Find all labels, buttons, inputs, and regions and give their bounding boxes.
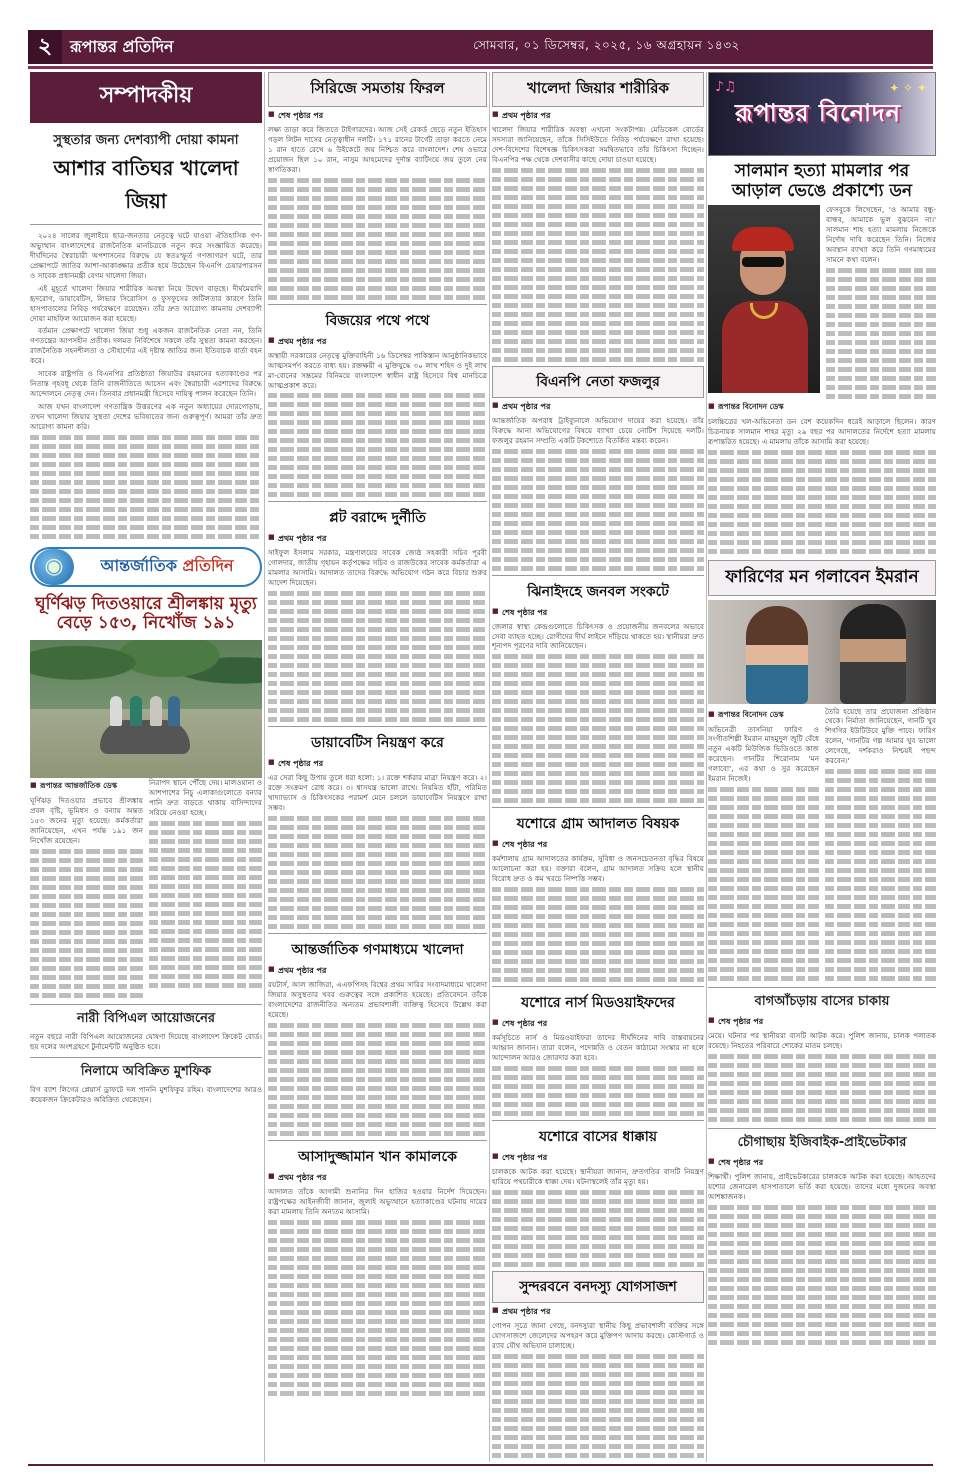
- article-headline: যশোরে বাসের ধাক্কায়: [492, 1120, 704, 1149]
- article-headline: সালমান হত্যা মামলার পর আড়াল ভেঙে প্রকাশ্যে ডন: [731, 161, 913, 201]
- editorial-headline: আশার বাতিঘর খালেদা জিয়া: [30, 154, 262, 225]
- article-body: চলচ্চিত্রের খল-অভিনেতা ডন বেশ কয়েকদিন ধরেই আড়ালে ছিলেন। কারণ চিত্রনায়ক সালমান শাহর মৃত্যু ২৯ বছর পর আদালতের নির্দেশে হত্যা মামলায় রূপান্তরিত হয়েছে। এ মামলায় তাঁকে আসামি করা হয়েছে।: [708, 416, 936, 446]
- text-filler: [492, 168, 704, 362]
- editorial-body: [30, 231, 262, 432]
- text-filler: [492, 887, 704, 982]
- masthead: [28, 30, 933, 64]
- article-headline: ফারিণের মন গলাবেন ইমরান: [708, 560, 936, 596]
- text-filler: [268, 816, 487, 929]
- paragraph: এই মুহূর্তে খালেদা জিয়ার শারীরিক অবস্থা নিয়ে উদ্বেগ বাড়ছে। দীর্ঘমেয়াদি হৃদরোগ, ডায়াবেটিস, লিভার সিরোসিস ও ফুসফুসের জটিলতার কারণে তিনি হাসপাতালের নিবিড় পর্যবেক্ষণে রয়েছেন। তাঁর দ্রুত আরোগ্য কামনায় দেশব্যাপী দোয়া মাহফিল আয়োজন করা হয়েছে।: [30, 283, 262, 323]
- article-body: এর সেরা কিছু উপায় তুলে ধরা হলো: ১। রক্তে শর্করার মাত্রা নিয়ন্ত্রণ করে। ২। রক্তে সংক্রমণ রোধ করে। ৩। শ্বাসযন্ত্র ভালো রাখে। নিয়মিত হাঁটা, পরিমিত খাদ্যাভ্যাস ও চিকিৎসকের পরামর্শ মেনে চললে ডায়াবেটিস নিয়ন্ত্রণে রাখা সম্ভব।: [268, 773, 487, 812]
- international-title: [74, 553, 260, 580]
- continuation-label: ■ শেষ পৃষ্ঠার পর: [268, 110, 487, 123]
- continuation-label: ■ প্রথম পৃষ্ঠার পর: [492, 401, 704, 414]
- article-headline: বিজয়ের পথে পথে: [268, 304, 487, 333]
- editorial-kicker: সুস্থতার জন্য দেশব্যাপী দোয়া কামনা: [53, 133, 239, 148]
- flood-rescue-photo: [30, 640, 262, 778]
- byline: ■ রূপান্তর বিনোদন ডেস্ক: [708, 402, 936, 414]
- continuation-label: ■ শেষ পৃষ্ঠার পর: [492, 607, 704, 620]
- article-body: নতুন বছরে নারী বিপিএল আয়োজনের ঘোষণা দিয়েছে বাংলাদেশ ক্রিকেট বোর্ড। ছয় দলের অংশগ্রহণে টুর্নামেন্টটি অনুষ্ঠিত হবে।: [30, 1031, 262, 1051]
- article-headline: নিলামে অবিক্রিত মুশফিক: [30, 1057, 262, 1083]
- text-filler: [30, 849, 143, 998]
- article-headline: বিএনপি নেতা ফজলুর: [492, 366, 704, 398]
- text-filler: [708, 450, 936, 554]
- column-divider: [489, 72, 490, 1462]
- international-title-b: প্রতিদিন: [182, 556, 234, 576]
- article-body: সাইফুল ইসলাম সরকার, মন্ত্রণালয়ের সাবেক জ্যেষ্ঠ সহকারী সচিব পূরবী গোলদার, জাতীয় গৃহায়ন কর্তৃপক্ষের সচিব ও রাজউকের সাবেক কর্মকর্তারা এ মামলার আসামি। আদালত তাদের বিরুদ্ধে অভিযোগ গঠন করে বিচার শুরুর আদেশ দিয়েছেন।: [268, 548, 487, 588]
- article-headline: যশোরে গ্রাম আদালত বিষয়ক: [492, 807, 704, 836]
- column-divider: [706, 72, 707, 1462]
- article-body: অস্থায়ী সরকারের নেতৃত্বে মুক্তিবাহিনী ১৬ ডিসেম্বর পাকিস্তান আনুষ্ঠানিকভাবে আত্মসমর্পণ করতে বাধ্য হয়। রক্তক্ষয়ী এ মুক্তিযুদ্ধে ৩০ লাখ শহিদ ও দুই লাখ মা-বোনের সম্ভ্রমের বিনিময়ে বাংলাদেশ স্বাধীন রাষ্ট্র হিসেবে বিশ্ব মানচিত্রে আত্মপ্রকাশ করে।: [268, 350, 487, 390]
- continuation-label: ■ শেষ পৃষ্ঠার পর: [492, 1152, 704, 1165]
- article-headline: প্লট বরাদ্দে দুর্নীতি: [268, 501, 487, 530]
- international-headline: ঘূর্ণিঝড় দিতওয়ারে শ্রীলঙ্কায় মৃত্যু বেড়ে ১৫৩, নিখোঁজ ১৯১: [35, 593, 257, 634]
- page-number: ২: [28, 30, 62, 64]
- text-filler: [268, 393, 487, 497]
- footer-divider: [28, 1464, 933, 1466]
- article-headline: আসাদুজ্জামান খান কামালকে: [268, 1140, 487, 1169]
- continuation-label: ■ প্রথম পৃষ্ঠার পর: [492, 110, 704, 123]
- article-headline: যশোরে নার্স মিডওয়াইফদের: [492, 986, 704, 1015]
- text-filler: [492, 449, 704, 571]
- article-body: আদালত তাঁকে আগামী শুনানির দিন হাজির হওয়ার নির্দেশ দিয়েছেন। রাষ্ট্রপক্ষের আইনজীবী জানান, জুলাই অভ্যুত্থানে হত্যাকাণ্ডের ঘটনায় দায়ের করা মামলায় তিনি অন্যতম আসামি।: [268, 1186, 487, 1216]
- text-filler: [708, 1205, 936, 1345]
- text-filler: [492, 1066, 704, 1116]
- article-headline: আন্তর্জাতিক গণমাধ্যমে খালেদা: [268, 933, 487, 962]
- music-note-icon: ♪♫: [715, 79, 737, 95]
- entertainment-column: [708, 72, 936, 1345]
- article-body: ঘূর্ণিঝড় দিতওয়ার প্রভাবে শ্রীলঙ্কায় প্রবল বৃষ্টি, ভূমিধস ও বন্যায় অন্তত ১৫৩ জনের মৃত্যু হয়েছে। কর্মকর্তারা জানিয়েছেন, এখন পর্যন্ত ১৯১ জন নিখোঁজ রয়েছেন।: [30, 795, 143, 845]
- continuation-label: ■ প্রথম পৃষ্ঠার পর: [268, 1172, 487, 1185]
- article-headline: সুন্দরবনে বনদস্যু যোগসাজশ: [492, 1271, 704, 1303]
- article-body: বিগ ব্যাশ লিগের প্লেয়ার্স ড্রাফটে দল পাননি মুশফিকুর রহিম। বাংলাদেশের আরও কয়েকজন ক্রিকেটারও অবিক্রিত থেকেছেন।: [30, 1085, 262, 1105]
- article-body: রয়টার্স, আল জাজিরা, এএফপিসহ বিশ্বের প্রথম সারির সংবাদমাধ্যমে খালেদা জিয়ার অসুস্থতার খবর গুরুত্বের সঙ্গে প্রকাশিত হয়েছে। প্রতিবেদনে তাঁকে বাংলাদেশের রাজনীতির অন্যতম প্রভাবশালী ব্যক্তিত্ব হিসেবে উল্লেখ করা হয়েছে।: [268, 979, 487, 1019]
- article-headline: সিরিজে সমতায় ফিরল: [268, 72, 487, 107]
- article-headline: খালেদা জিয়ার শারীরিক: [492, 72, 704, 107]
- text-filler: [492, 654, 704, 803]
- article-body: অভিনেত্রী তাসনিয়া ফারিণ ও সংগীতশিল্পী ইমরান মাহমুদুল জুটি বেঁধে নতুন একটি মিউজিক ভিডিওতে কাজ করেছেন। গানটির শিরোনাম 'মন গলাবো', এর কথা ও সুর করেছেন ইমরান নিজেই।: [708, 724, 819, 784]
- article-body: কর্মসূচিতে নার্স ও মিডওয়াইফরা তাদের দীর্ঘদিনের দাবি বাস্তবায়নের আহ্বান জানান। তারা বলেন, পদোন্নতি ও বেতন কাঠামো সংস্কার না হলে আন্দোলন আরও জোরদার করা হবে।: [492, 1033, 704, 1063]
- paragraph: সাবেক রাষ্ট্রপতি ও বিএনপির প্রতিষ্ঠাতা জিয়াউর রহমানের হত্যাকাণ্ডের পর নিতান্ত গৃহবধূ থেকে তিনি রাজনীতিতে আসেন এবং স্বৈরাচারী এরশাদের বিরুদ্ধে আন্দোলনে নেতৃত্ব দেন। তিনবার প্রধানমন্ত্রী হিসেবে দায়িত্ব পালন করেছেন তিনি।: [30, 369, 262, 399]
- article-body: খালেদা জিয়ার শারীরিক অবস্থা এখনো সংকটাপন্ন। মেডিকেল বোর্ডের সদস্যরা জানিয়েছেন, তাঁকে সিসিইউতে নিবিড় পর্যবেক্ষণে রাখা হয়েছে। দেশ-বিদেশের বিশেষজ্ঞ চিকিৎসকরা সমন্বিতভাবে তাঁর চিকিৎসা দিচ্ছেন। বিএনপির পক্ষ থেকে দেশবাসীর কাছে দোয়া চাওয়া হয়েছে।: [492, 125, 704, 164]
- actor-portrait-photo: [708, 205, 820, 393]
- article-headline: ডায়াবেটিস নিয়ন্ত্রণ করে: [268, 726, 487, 755]
- continuation-label: ■ প্রথম পৃষ্ঠার পর: [268, 336, 487, 349]
- article-body: গোপন সূত্রে জানা গেছে, বনদস্যুরা স্থানীয় কিছু প্রভাবশালী ব্যক্তির সঙ্গে যোগসাজশে জেলেদের অপহরণ করে মুক্তিপণ আদায় করছে। কোস্টগার্ড ও র‍্যাব যৌথ অভিযান চালাচ্ছে।: [492, 1320, 704, 1350]
- article-headline: ঝিনাইদহে জনবল সংকটে: [492, 575, 704, 604]
- text-filler: [826, 268, 936, 399]
- text-filler: [268, 591, 487, 722]
- article-headline: চৌগাছায় ইজিবাইক-প্রাইভেটকার: [708, 1128, 936, 1154]
- paragraph: বর্তমান প্রেক্ষাপটে খালেদা জিয়া শুধু একজন রাজনৈতিক নেতা নন, তিনি গণতন্ত্রের আপসহীন প্রতীক। দলমত নির্বিশেষে সকলে তাঁর সুস্থতা কামনা করছেন। রাজনৈতিক সহনশীলতা ও সৌহার্দ্যের এই দৃষ্টান্ত জাতির জন্য ইতিবাচক বার্তা বহন করে।: [30, 326, 262, 366]
- text-filler: [268, 1220, 487, 1396]
- column-divider: [264, 72, 265, 1462]
- byline: ■ রূপান্তর বিনোদন ডেস্ক: [708, 710, 819, 722]
- continuation-label: ■ প্রথম পৃষ্ঠার পর: [268, 533, 487, 546]
- paragraph: ২০২৪ সালের জুলাইয়ে ছাত্র-জনতার নেতৃত্বে ঘটে যাওয়া ঐতিহাসিক গণ-অভ্যুত্থান বাংলাদেশের রাজনৈতিক মানচিত্রকে নতুন করে সংজ্ঞায়িত করেছে। দীর্ঘদিনের স্বৈরাচারী অপশাসনের বিরুদ্ধে যে স্বতঃস্ফূর্ত গণজাগরণ ঘটে, তার প্রেক্ষাপটে জাতির আশা-আকাঙ্ক্ষার প্রতীক হয়ে উঠেছেন বিএনপি চেয়ারপারসন ও সাবেক প্রধানমন্ত্রী বেগম খালেদা জিয়া।: [30, 231, 262, 280]
- text-filler: [708, 787, 819, 981]
- article-body: শিক্ষার্থী। পুলিশ জানায়, প্রাইভেটকারের চালককে আটক করা হয়েছে। আহতদের যশোর জেনারেল হাসপাতালে ভর্তি করা হয়েছে। তাদের মধ্যে দুজনের অবস্থা আশঙ্কাজনক।: [708, 1172, 936, 1201]
- continuation-label: ■ শেষ পৃষ্ঠার পর: [492, 839, 704, 852]
- text-filler: [268, 178, 487, 300]
- international-banner: [30, 547, 262, 587]
- article-body: আন্তর্জাতিক অপরাধ ট্রাইব্যুনালে অভিযোগ দায়ের করা হয়েছে। তাঁর বিরুদ্ধে আনা অভিযোগের বিষয়ে ব্যাখ্যা চেয়ে নোটিশ দিয়েছে দলটি। ফজলুর রহমান সম্প্রতি একটি টকশোতে বিতর্কিত মন্তব্য করেন।: [492, 415, 704, 445]
- article-body: লক্ষ্য তাড়া করে জিততে টাইগারদের। আজ সেই রেকর্ড ছেড়ে নতুন ইতিহাস গড়ল লিটন দাসের নেতৃত্বাধীন দলটি। ১৭১ রানের টার্গেট তাড়া করতে নেমে ১ রান হাতে রেখে ৬ উইকেটে জয় নিশ্চিত করে বাংলাদেশ। শেষ ওভারে প্রয়োজন ছিল ১০ রান, নাসুম আহমেদের দুর্দান্ত ব্যাটিংয়ে জয় তুলে নেয় স্বাগতিকরা।: [268, 125, 487, 174]
- globe-icon: ◉: [34, 549, 74, 585]
- article-headline: নারী বিপিএল আয়োজনের: [30, 1004, 262, 1030]
- article-body: জেলার স্বাস্থ্য কেন্দ্রগুলোতে চিকিৎসক ও প্রয়োজনীয় জনবলের অভাবে সেবা ব্যাহত হচ্ছে। রোগীদের দীর্ঘ লাইনে দাঁড়িয়ে থাকতে হয়। স্থানীয়রা দ্রুত শূন্যপদ পূরণের দাবি জানিয়েছেন।: [492, 621, 704, 651]
- article-body: ফেসবুকে লিখেছেন, 'ও আমার বন্ধু-বান্ধব, আমাকে ভুল বুঝবেন না।' সালমান শাহ হত্যা মামলায় নিজেকে নির্দোষ দাবি করেছেন তিনি। নিজের অবস্থান ব্যাখ্যা করে তিনি গণমাধ্যমের সামনে কথা বলেন।: [826, 205, 936, 264]
- international-title-a: আন্তর্জাতিক: [100, 556, 177, 576]
- masthead-divider: [28, 66, 933, 69]
- editorial-banner: সম্পাদকীয়: [30, 72, 262, 123]
- paper-name: রূপান্তর প্রতিদিন: [70, 36, 174, 56]
- continuation-label: ■ প্রথম পৃষ্ঠার পর: [492, 1306, 704, 1319]
- continuation-label: ■ শেষ পৃষ্ঠার পর: [708, 1157, 936, 1170]
- news-column-3: [492, 72, 704, 1458]
- text-filler: [492, 1354, 704, 1458]
- news-column-2: [268, 72, 487, 1396]
- article-headline: বাগআঁচড়ায় বাসের চাকায়: [708, 987, 936, 1013]
- text-filler: [825, 769, 936, 981]
- entertainment-banner: [708, 72, 936, 156]
- continuation-label: ■ শেষ পৃষ্ঠার পর: [492, 1018, 704, 1031]
- continuation-label: ■ শেষ পৃষ্ঠার পর: [268, 758, 487, 771]
- article-body: তৈরি হয়েছে তার প্রযোজনা প্রতিষ্ঠান থেকে। নির্মাতা জানিয়েছেন, গানটি খুব শিগগির ইউটিউবে মুক্তি পাবে। ফারিণ বলেন, 'গানটির গল্প আমার খুব ভালো লেগেছে, দর্শকরাও নিশ্চয়ই পছন্দ করবেন।': [825, 706, 936, 766]
- editorial-column: [30, 72, 262, 1105]
- paragraph: আজ যখন বাংলাদেশ গণতান্ত্রিক উত্তরণের এক নতুন অধ্যায়ের দোরগোড়ায়, তখন খালেদা জিয়ার সুস্থতা দেশের ভবিষ্যতের জন্য গুরুত্বপূর্ণ। আমরা তাঁর দ্রুত আরোগ্য কামনা করি।: [30, 402, 262, 431]
- article-body: চালককে আটক করা হয়েছে। স্থানীয়রা জানান, দ্রুতগতির বাসটি নিয়ন্ত্রণ হারিয়ে পথচারীকে ধাক্কা দেয়। ঘটনাস্থলেই তাঁর মৃত্যু হয়।: [492, 1167, 704, 1186]
- text-filler: [149, 821, 262, 988]
- star-icon: ✦ ✧ ✦: [889, 81, 927, 95]
- date-line: সোমবার, ০১ ডিসেম্বর, ২০২৫, ১৬ অগ্রহায়ন ১৪৩২: [473, 38, 740, 52]
- article-body: মেয়ে। ঘটনার পর স্থানীয়রা বাসটি আটক করে। পুলিশ জানায়, চালক পলাতক রয়েছে। নিহতের পরিবারে শোকের মাতম চলছে।: [708, 1031, 936, 1051]
- text-filler: [708, 1054, 936, 1122]
- continuation-label: ■ প্রথম পৃষ্ঠার পর: [268, 965, 487, 978]
- byline: ■ রূপান্তর আন্তর্জাতিক ডেস্ক: [30, 781, 143, 793]
- entertainment-title: রূপান্তর বিনোদন: [735, 99, 901, 127]
- couple-photo: [708, 600, 936, 704]
- article-body: নিরাপদ স্থানে পৌঁছে দেয়। মালওয়ানা ও আশপাশের নিচু এলাকাগুলোতে বন্যার পানি দ্রুত বাড়তে থাকায় বাসিন্দাদের সরিয়ে নেওয়া হচ্ছে।: [149, 777, 262, 817]
- text-filler: [268, 1023, 487, 1136]
- article-body: কর্মশালায় গ্রাম আদালতের কার্যক্রম, সুবিধা ও জনসচেতনতা বৃদ্ধির বিষয়ে আলোচনা করা হয়। বক্তারা বলেন, গ্রাম আদালত সক্রিয় হলে স্থানীয় বিরোধ দ্রুত ও কম খরচে নিষ্পত্তি সম্ভব।: [492, 854, 704, 884]
- text-filler: [492, 1190, 704, 1267]
- continuation-label: ■ শেষ পৃষ্ঠার পর: [708, 1016, 936, 1029]
- text-filler: [30, 435, 262, 539]
